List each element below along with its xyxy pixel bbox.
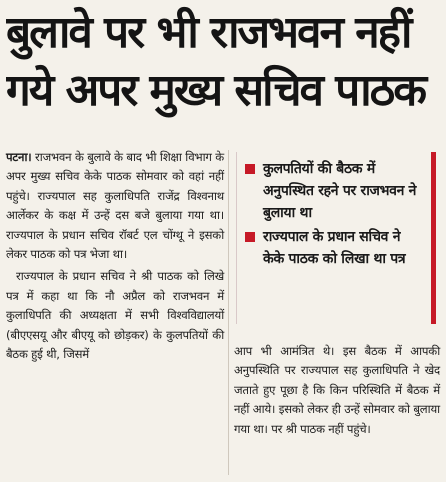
headline-line-1: बुलावे पर भी राजभवन नहीं xyxy=(6,7,411,58)
highlight-text: राज्यपाल के प्रधान सचिव ने केके पाठक को लिखा था पत्र xyxy=(263,229,406,267)
article-paragraph-2: राज्यपाल के प्रधान सचिव ने श्री पाठक को लिखे पत्र में कहा था कि नौ अप्रैल को राजभवन में कुलाधिपति की अध्यक्षता में सभी विश्वविद्यालयों (बीएएसयू और बीएयू को छोड़कर) के कुलपतियों की बैठक हुई थी, जिसमें xyxy=(6,269,224,362)
column-divider xyxy=(228,150,229,475)
article-right-column xyxy=(234,342,440,439)
article-paragraph-1-text: राजभवन के बुलावे के बाद भी शिक्षा विभाग के अपर मुख्य सचिव केके पाठक सोमवार को वहां नहीं पहुंचे। राज्यपाल सह कुलाधिपति राजेंद्र विश्वनाथ आर्लेकर के कक्ष में उन्हें दस बजे बुलाया गया था। राज्यपाल के प्रधान सचिव रॉबर्ट एल चोंग्थू ने इसको लेकर पाठक को पत्र भेजा था। xyxy=(6,150,224,262)
highlight-text: कुलपतियों की बैठक में अनुपस्थित रहने पर राजभवन ने बुलाया था xyxy=(263,161,417,221)
headline xyxy=(6,4,442,120)
headline-line-2: गये अपर मुख्य सचिव पाठक xyxy=(6,65,426,116)
bullet-square-icon xyxy=(245,232,255,242)
highlight-item xyxy=(245,158,425,224)
article-paragraph-1 xyxy=(6,148,224,264)
bullet-square-icon xyxy=(245,164,255,174)
highlight-box xyxy=(236,152,436,324)
dateline: पटना। xyxy=(6,150,32,164)
article-paragraph-3: आप भी आमंत्रित थे। इस बैठक में आपकी अनुपस्थिति पर राज्यपाल सह कुलाधिपति ने खेद जताते हुए पूछा है कि किन परिस्थिति में बैठक में नहीं आये। इसको लेकर ही उन्हें सोमवार को बुलाया गया था। पर श्री पाठक नहीं पहुंचे। xyxy=(234,344,440,436)
highlight-item xyxy=(245,226,425,270)
article-left-column xyxy=(6,148,224,364)
